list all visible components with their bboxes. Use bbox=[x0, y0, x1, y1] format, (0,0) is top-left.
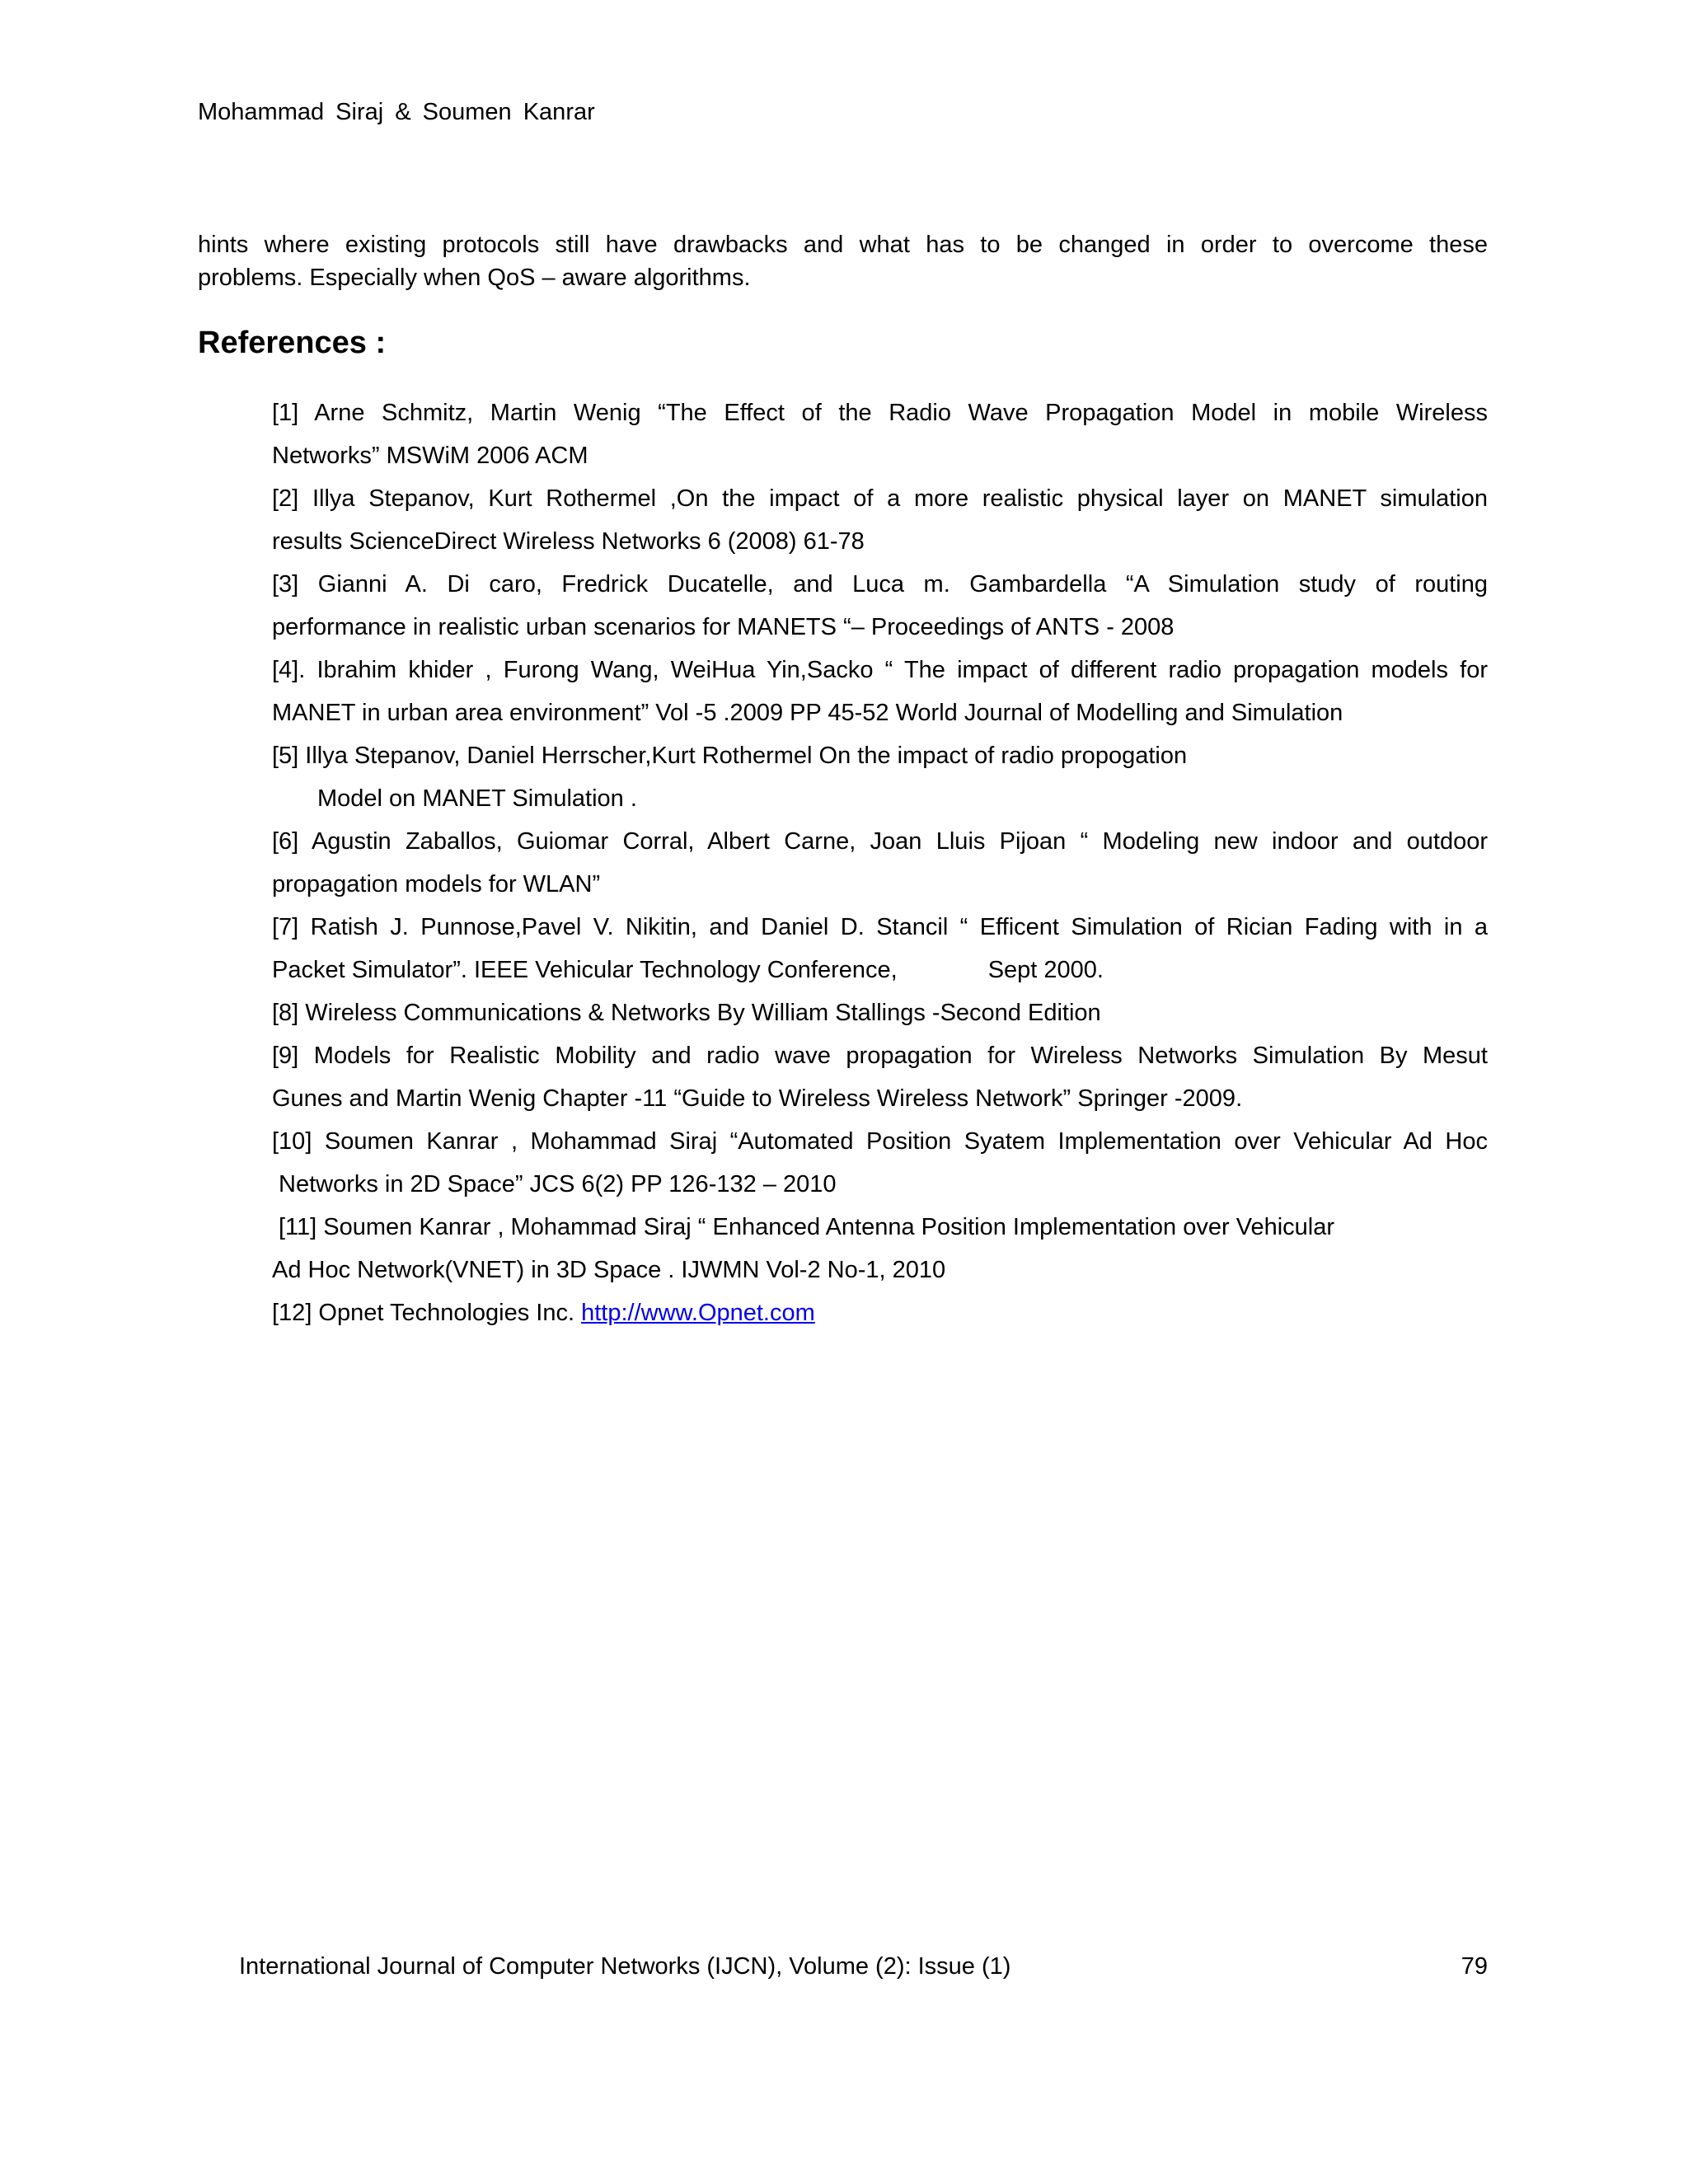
opnet-link[interactable]: http://www.Opnet.com bbox=[581, 1300, 815, 1326]
reference-12-line-1 bbox=[272, 1291, 1488, 1334]
reference-4-line-2: MANET in urban area environment” Vol -5 .2009 PP 45-52 World Journal of Modelling and Simulation bbox=[272, 700, 1343, 726]
footer-journal-name: International Journal of Computer Networks (IJCN), Volume (2): Issue (1) bbox=[239, 1953, 1011, 1980]
references-heading: References : bbox=[198, 326, 387, 360]
reference-4-line-1: [4]. Ibrahim khider , Furong Wang, WeiHua Yin,Sacko “ The impact of different radio propagation models for bbox=[272, 657, 1488, 683]
reference-9-line-1: [9] Models for Realistic Mobility and radio wave propagation for Wireless Networks Simulation By Mesut bbox=[272, 1043, 1488, 1069]
reference-12-prefix: [12] Opnet Technologies Inc. bbox=[272, 1300, 575, 1326]
reference-1-line-1: [1] Arne Schmitz, Martin Wenig “The Effect of the Radio Wave Propagation Model in mobile Wireless bbox=[272, 400, 1488, 426]
reference-6-line-1: [6] Agustin Zaballos, Guiomar Corral, Albert Carne, Joan Lluis Pijoan “ Modeling new indoor and outdoor bbox=[272, 828, 1488, 855]
reference-5-line-2: Model on MANET Simulation . bbox=[317, 785, 637, 812]
reference-2-line-2: results ScienceDirect Wireless Networks 6 (2008) 61-78 bbox=[272, 528, 865, 555]
reference-3-line-2: performance in realistic urban scenarios for MANETS “– Proceedings of ANTS - 2008 bbox=[272, 614, 1175, 640]
reference-6-line-2: propagation models for WLAN” bbox=[272, 871, 601, 898]
intro-line-2: problems. Especially when QoS – aware algorithms. bbox=[198, 265, 751, 291]
page-number: 79 bbox=[1461, 1953, 1488, 1980]
reference-9-line-2: Gunes and Martin Wenig Chapter -11 “Guide to Wireless Wireless Network” Springer -2009. bbox=[272, 1085, 1243, 1112]
reference-8-line-1: [8] Wireless Communications & Networks By William Stallings -Second Edition bbox=[272, 1000, 1101, 1026]
reference-10-line-1: [10] Soumen Kanrar , Mohammad Siraj “Automated Position Syatem Implementation over Vehicular Ad Hoc bbox=[272, 1128, 1488, 1155]
reference-10-line-2: Networks in 2D Space” JCS 6(2) PP 126-132 – 2010 bbox=[279, 1171, 837, 1197]
reference-7-line-2-main: Packet Simulator”. IEEE Vehicular Technology Conference, bbox=[272, 957, 898, 983]
reference-7-line-1: [7] Ratish J. Punnose,Pavel V. Nikitin, and Daniel D. Stancil “ Efficent Simulation of Rician Fading with in a bbox=[272, 914, 1488, 940]
reference-5-line-1: [5] Illya Stepanov, Daniel Herrscher,Kurt Rothermel On the impact of radio propogation bbox=[272, 743, 1188, 769]
reference-3-line-1: [3] Gianni A. Di caro, Fredrick Ducatelle, and Luca m. Gambardella “A Simulation study of routing bbox=[272, 571, 1488, 598]
reference-1-line-2: Networks” MSWiM 2006 ACM bbox=[272, 443, 588, 469]
intro-paragraph bbox=[198, 228, 1488, 294]
reference-11-line-2: Ad Hoc Network(VNET) in 3D Space . IJWMN Vol-2 No-1, 2010 bbox=[272, 1257, 946, 1283]
reference-11-line-1: [11] Soumen Kanrar , Mohammad Siraj “ Enhanced Antenna Position Implementation over Vehicular bbox=[279, 1214, 1335, 1240]
intro-line-1: hints where existing protocols still have drawbacks and what has to be changed in order to overcome these bbox=[198, 232, 1488, 258]
reference-7-line-2-date: Sept 2000. bbox=[987, 957, 1104, 983]
reference-2-line-1: [2] Illya Stepanov, Kurt Rothermel ,On the impact of a more realistic physical layer on MANET simulation bbox=[272, 485, 1488, 512]
reference-list bbox=[272, 391, 1488, 1334]
running-head: Mohammad Siraj & Soumen Kanrar bbox=[198, 99, 595, 125]
reference-7-line-2 bbox=[272, 949, 1488, 991]
